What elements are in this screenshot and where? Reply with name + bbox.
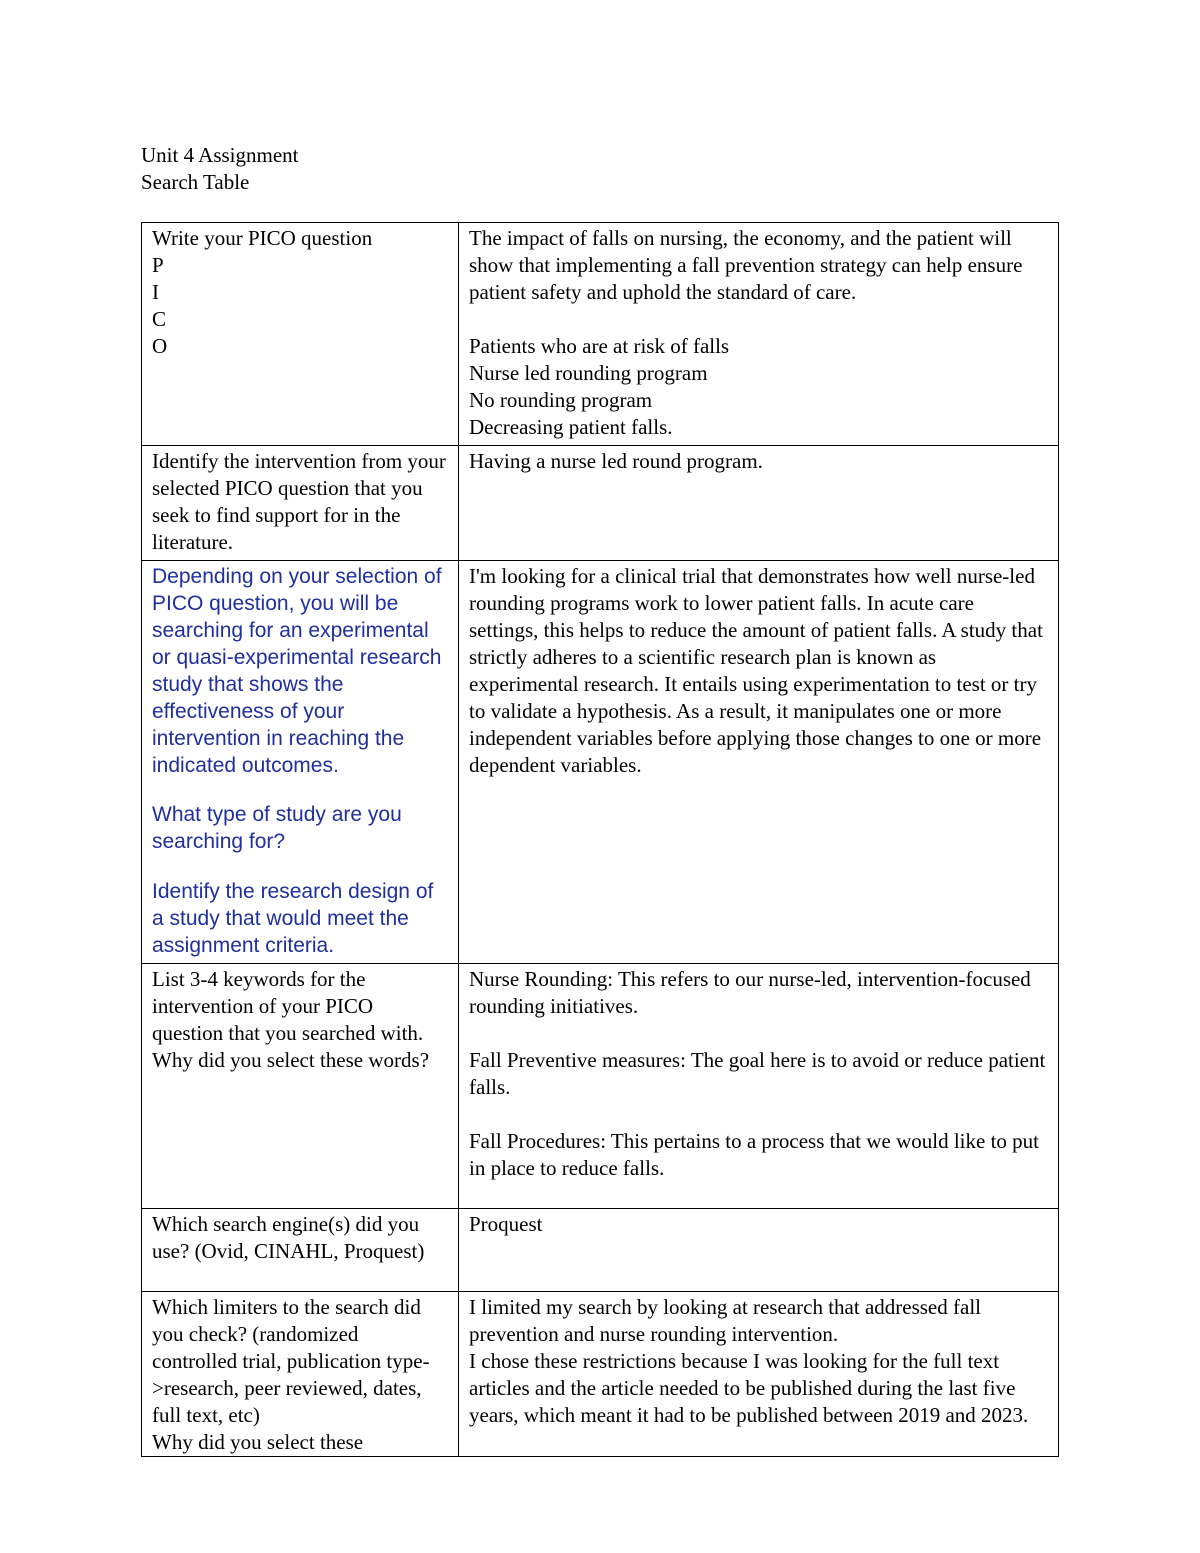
keywords-prompt-cell (142, 963, 459, 1208)
study-type-guidance-2: What type of study are you searching for? (152, 803, 408, 854)
search-engine-prompt: Which search engine(s) did you use? (Ovid, CINAHL, Proquest) (152, 1211, 425, 1263)
study-type-guidance-cell (142, 561, 459, 964)
limiters-answer-1: I limited my search by looking at research that addressed fall prevention and nurse rounding intervention. (469, 1294, 987, 1346)
table-row-limiters (142, 1291, 1059, 1456)
pico-prompt-cell (142, 223, 459, 446)
limiters-answer-2: I chose these restrictions because I was looking for the full text articles and the article needed to be published during the last five years, which meant it had to be published between 2019 and 2023. (469, 1348, 1029, 1427)
table-row-pico (142, 223, 1059, 446)
table-row-study-type (142, 561, 1059, 964)
pico-answer-i: Nurse led rounding program (469, 361, 708, 385)
search-table (141, 222, 1059, 1457)
limiters-prompt-why: Why did you select these (152, 1429, 364, 1454)
limiters-prompt: Which limiters to the search did you check? (randomized controlled trial, publication type->research, peer reviewed, dates, full text, etc) (152, 1294, 430, 1427)
page-subtitle: Search Table (141, 170, 250, 194)
keyword-fall-preventive-measures: Fall Preventive measures: The goal here is to avoid or reduce patient falls. (469, 1047, 1051, 1099)
pico-prompt-c: C (152, 307, 167, 331)
intervention-answer-cell (459, 446, 1059, 561)
intervention-prompt-cell (142, 446, 459, 561)
page-heading (141, 142, 299, 196)
keywords-answer-cell (459, 963, 1059, 1208)
keyword-nurse-rounding: Nurse Rounding: This refers to our nurse-led, intervention-focused rounding initiatives. (469, 966, 1037, 1018)
study-type-answer: I'm looking for a clinical trial that demonstrates how well nurse-led rounding programs work to lower patient falls. In acute care settings, this helps to reduce the amount of patient falls. A study that strictly adheres to a scientific research plan is known as experimental research. It entails using experimentation to test or try to validate a hypothesis. As a result, it manipulates one or more independent variables before applying those changes to one or more dependent variables. (469, 564, 1049, 777)
pico-answer-cell (459, 223, 1059, 446)
search-engine-answer: Proquest (469, 1211, 543, 1236)
study-type-guidance-1: Depending on your selection of PICO question, you will be searching for an experimental or quasi-experimental research study that shows the effectiveness of your intervention in reaching the indicated outcomes. (152, 565, 448, 777)
pico-prompt-i: I (152, 280, 159, 304)
table-row-search-engine (142, 1208, 1059, 1291)
intervention-answer: Having a nurse led round program. (469, 449, 763, 473)
pico-answer-o: Decreasing patient falls. (469, 415, 673, 439)
table-row-keywords (142, 963, 1059, 1208)
table-row-intervention (142, 446, 1059, 561)
keywords-prompt: List 3-4 keywords for the intervention of your PICO question that you searched with. Why did you select these words? (152, 966, 430, 1072)
pico-prompt-p: P (152, 253, 164, 277)
limiters-answer-cell (459, 1291, 1059, 1456)
keyword-fall-procedures: Fall Procedures: This pertains to a process that we would like to put in place to reduce falls. (469, 1128, 1045, 1180)
study-type-guidance-3: Identify the research design of a study that would meet the assignment criteria. (152, 879, 440, 957)
pico-question-text: The impact of falls on nursing, the economy, and the patient will show that implementing a fall prevention strategy can help ensure patient safety and uphold the standard of care. (469, 226, 1028, 304)
pico-answer-p: Patients who are at risk of falls (469, 334, 730, 358)
limiters-prompt-cell (142, 1291, 459, 1456)
pico-prompt-o: O (152, 334, 168, 358)
search-engine-prompt-cell (142, 1208, 459, 1291)
intervention-prompt: Identify the intervention from your selected PICO question that you seek to find support for in the literature. (152, 449, 452, 554)
pico-prompt-line: Write your PICO question (152, 226, 373, 250)
study-type-answer-cell (459, 561, 1059, 964)
search-engine-answer-cell (459, 1208, 1059, 1291)
pico-answer-c: No rounding program (469, 388, 653, 412)
page-title: Unit 4 Assignment (141, 143, 299, 167)
